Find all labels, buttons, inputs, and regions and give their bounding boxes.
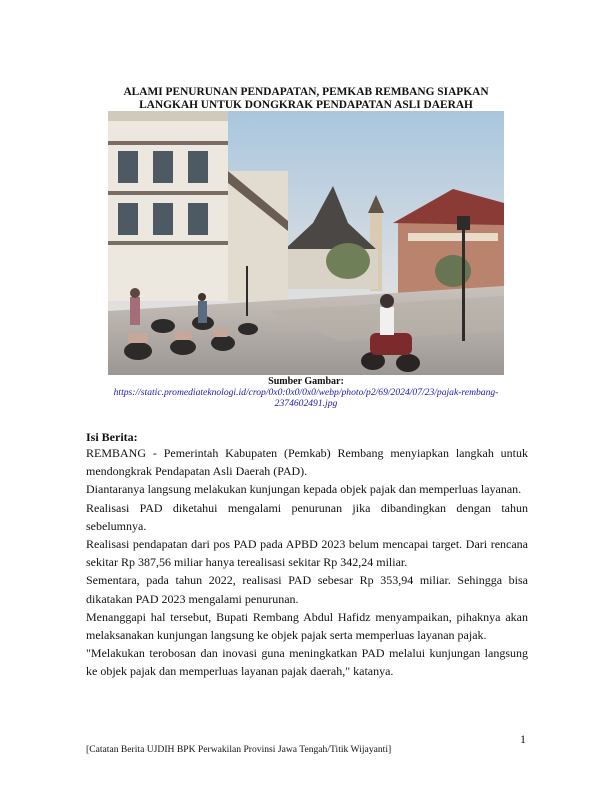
paragraph: Realisasi PAD diketahui mengalami penurunan jika dibandingkan dengan tahun sebelumnya.	[86, 500, 528, 533]
paragraph: Sementara, pada tahun 2022, realisasi PAD sebesar Rp 353,94 miliar. Sehingga bisa dikatakan PAD 2023 mengalami penurunan.	[86, 573, 528, 606]
image-source-link[interactable]: https://static.promediateknologi.id/crop/0x0:0x0/0x0/webp/photo/p2/69/2024/07/23/pajak-rembang-2374602491.jpg	[113, 387, 499, 409]
article-title: ALAMI PENURUNAN PENDAPATAN, PEMKAB REMBANG SIAPKAN LANGKAH UNTUK DONGKRAK PENDAPATAN ASLI DAERAH	[123, 86, 489, 111]
image-caption-label: Sumber Gambar:	[268, 376, 344, 387]
street-scene-photo	[108, 111, 504, 375]
paragraph: Realisasi pendapatan dari pos PAD pada APBD 2023 belum mencapai target. Dari rencana sekitar Rp 387,56 miliar hanya terealisasi sekitar Rp 342,24 miliar.	[86, 537, 528, 570]
page-number: 1	[520, 732, 526, 746]
paragraph: "Melakukan terobosan dan inovasi guna meningkatkan PAD melalui kunjungan langsung ke objek pajak dan memperluas layanan pajak daerah," katanya.	[86, 646, 528, 679]
footer-note: [Catatan Berita UJDIH BPK Perwakilan Provinsi Jawa Tengah/Titik Wijayanti]	[86, 744, 392, 755]
section-heading: Isi Berita:	[86, 430, 138, 444]
paragraph: REMBANG - Pemerintah Kabupaten (Pemkab) Rembang menyiapkan langkah untuk mendongkrak Pendapatan Asli Daerah (PAD).	[86, 446, 528, 479]
paragraph: Menanggapi hal tersebut, Bupati Rembang Abdul Hafidz menyampaikan, pihaknya akan melaksanakan kunjungan langsung ke objek pajak serta memperluas layanan pajak.	[86, 609, 528, 643]
article-body	[86, 444, 528, 681]
paragraph: Diantaranya langsung melakukan kunjungan kepada objek pajak dan memperluas layanan.	[86, 482, 522, 497]
